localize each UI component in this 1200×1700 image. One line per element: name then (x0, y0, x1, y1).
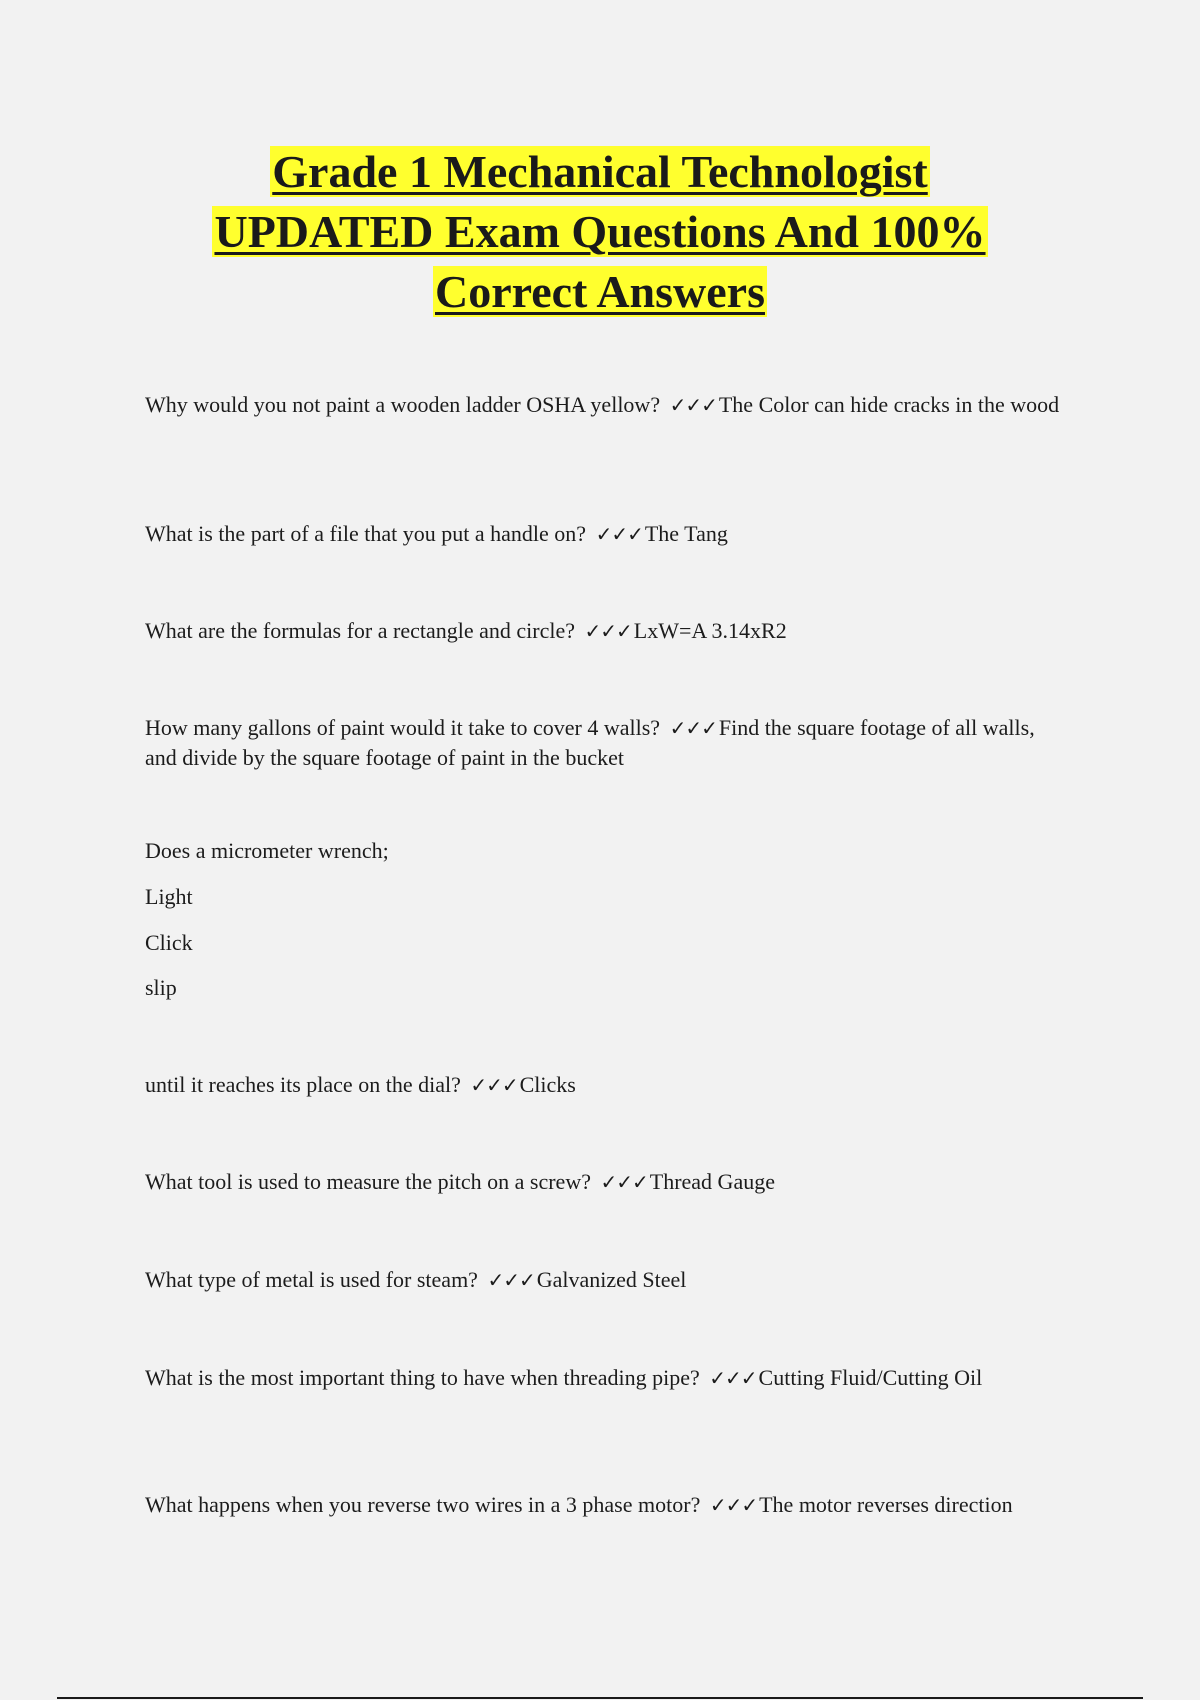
qa-item-7 (145, 1167, 1065, 1197)
question-text: What are the formulas for a rectangle and circle? (145, 618, 575, 643)
question-text: What happens when you reverse two wires in a 3 phase motor? (145, 1492, 701, 1517)
answer-text: The Tang (644, 521, 728, 546)
checkmark-icon: ✓✓✓ (669, 393, 717, 417)
question-text: Why would you not paint a wooden ladder OSHA yellow? (145, 392, 661, 417)
question-text: What is the most important thing to have when threading pipe? (145, 1365, 700, 1390)
checkmark-icon: ✓✓✓ (669, 716, 717, 740)
qa-item-3 (145, 616, 1065, 646)
page-bottom-rule (57, 1697, 1143, 1699)
qa-item-8 (145, 1265, 1065, 1295)
question-text: Click (145, 930, 193, 955)
answer-text: The Color can hide cracks in the wood (718, 392, 1060, 417)
qa-item-5-line-1 (145, 836, 1065, 866)
title-line-2: UPDATED Exam Questions And 100% (214, 206, 986, 257)
qa-item-1 (145, 390, 1065, 420)
answer-text: Thread Gauge (649, 1169, 775, 1194)
checkmark-icon: ✓✓✓ (595, 522, 643, 546)
question-text: What type of metal is used for steam? (145, 1267, 478, 1292)
qa-item-5-line-3 (145, 928, 1065, 958)
question-text: What tool is used to measure the pitch on a screw? (145, 1169, 591, 1194)
qa-item-6 (145, 1070, 1065, 1100)
qa-item-10 (145, 1490, 1065, 1520)
qa-item-9 (145, 1363, 1065, 1393)
question-text: slip (145, 975, 177, 1000)
qa-item-5-line-4 (145, 973, 1065, 1003)
question-text: Light (145, 884, 193, 909)
checkmark-icon: ✓✓✓ (709, 1366, 757, 1390)
checkmark-icon: ✓✓✓ (470, 1073, 518, 1097)
checkmark-icon: ✓✓✓ (584, 619, 632, 643)
checkmark-icon: ✓✓✓ (487, 1268, 535, 1292)
document-title (140, 142, 1060, 322)
checkmark-icon: ✓✓✓ (709, 1493, 758, 1517)
title-line-1: Grade 1 Mechanical Technologist (272, 146, 928, 197)
question-text: What is the part of a file that you put a handle on? (145, 521, 587, 546)
answer-text: Clicks (519, 1072, 576, 1097)
question-text: Does a micrometer wrench; (145, 838, 389, 863)
qa-item-4 (145, 713, 1065, 773)
checkmark-icon: ✓✓✓ (600, 1170, 648, 1194)
answer-text: Cutting Fluid/Cutting Oil (758, 1365, 983, 1390)
answer-text: Galvanized Steel (536, 1267, 687, 1292)
answer-text: The motor reverses direction (759, 1492, 1013, 1517)
answer-text: Find the square footage of all walls, and divide by the square footage of paint in the bucket (145, 715, 1035, 770)
question-text: until it reaches its place on the dial? (145, 1072, 461, 1097)
qa-item-2 (145, 519, 1065, 549)
answer-text: LxW=A 3.14xR2 (633, 618, 787, 643)
qa-item-5-line-2 (145, 882, 1065, 912)
title-line-3: Correct Answers (435, 266, 765, 317)
question-text: How many gallons of paint would it take to cover 4 walls? (145, 715, 661, 740)
